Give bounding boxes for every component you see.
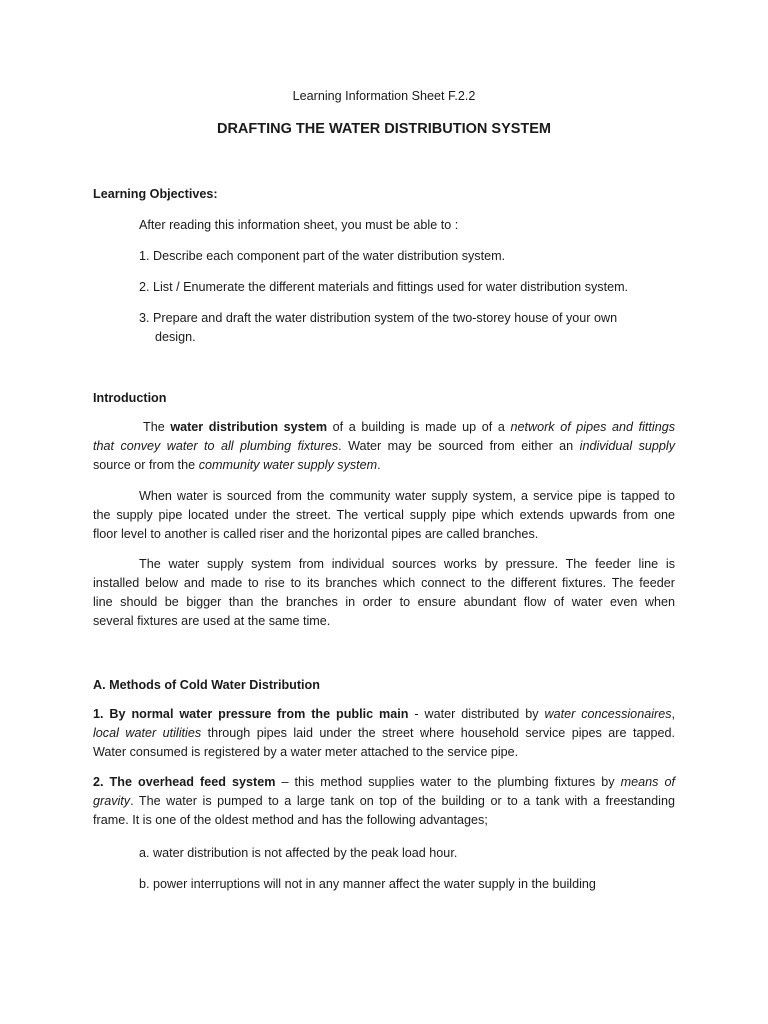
advantage-item: b. power interruptions will not in any manner affect the water supply in the building [139,877,596,891]
methods-heading: A. Methods of Cold Water Distribution [93,678,320,692]
objective-item: 2. List / Enumerate the different materials and fittings used for water distribution system. [139,280,629,294]
document-page: Learning Information Sheet F.2.2 DRAFTING THE WATER DISTRIBUTION SYSTEM Learning Objectives: After reading this information sheet, you must be able to : 1. Describe each component part of the water distribution system. 2. List / Enumerate the different materials and fittings used for water distribution system. 3. Prepare and draft the water distribution system of the two-storey house of your own design. Introduction The water distribution system of a building is made up of a network of pipes and fittings that convey water to all plumbing fixtures. Water may be sourced from either an individual supply source or from the community water supply system. When water is sourced from the community water supply system, a service pipe is tapped to the supply pipe located under the street. The vertical supply pipe which extends upwards from one floor level to another is called riser and the horizontal pipes are called branches. The water supply system from individual sources works by pressure. The feeder line is installed below and made to rise to its branches which connect to the different fixtures. The feeder line should be bigger than the branches in order to ensure abundant flow of water even when several fixtures are used at the same time. A. Methods of Cold Water Distribution 1. By normal water pressure from the public main - water distributed by water concessionaires, local water utilities through pipes laid under the street where household service pipes are tapped. Water consumed is registered by a water meter attached to the service pipe. 2. The overhead feed system – this method supplies water to the plumbing fixtures by means of gravity. The water is pumped to a large tank on top of the building or to a tank with a freestanding frame. It is one of the oldest method and has the following advantages; a. water distribution is not affected by the peak load hour. b. power interruptions will not in any manner affect the water supply in the building [93,89,676,891]
objectives-lead: After reading this information sheet, you must be able to : [139,218,459,232]
sheet-label: Learning Information Sheet F.2.2 [292,89,476,103]
objective-item: 3. Prepare and draft the water distribution system of the two-storey house of your own [139,311,618,325]
objective-item-continued: design. [155,330,196,344]
advantage-item: a. water distribution is not affected by the peak load hour. [139,846,458,860]
objectives-heading: Learning Objectives: [93,187,218,201]
page-title: DRAFTING THE WATER DISTRIBUTION SYSTEM [216,121,552,137]
intro-heading: Introduction [93,391,167,405]
objective-item: 1. Describe each component part of the water distribution system. [139,249,506,263]
